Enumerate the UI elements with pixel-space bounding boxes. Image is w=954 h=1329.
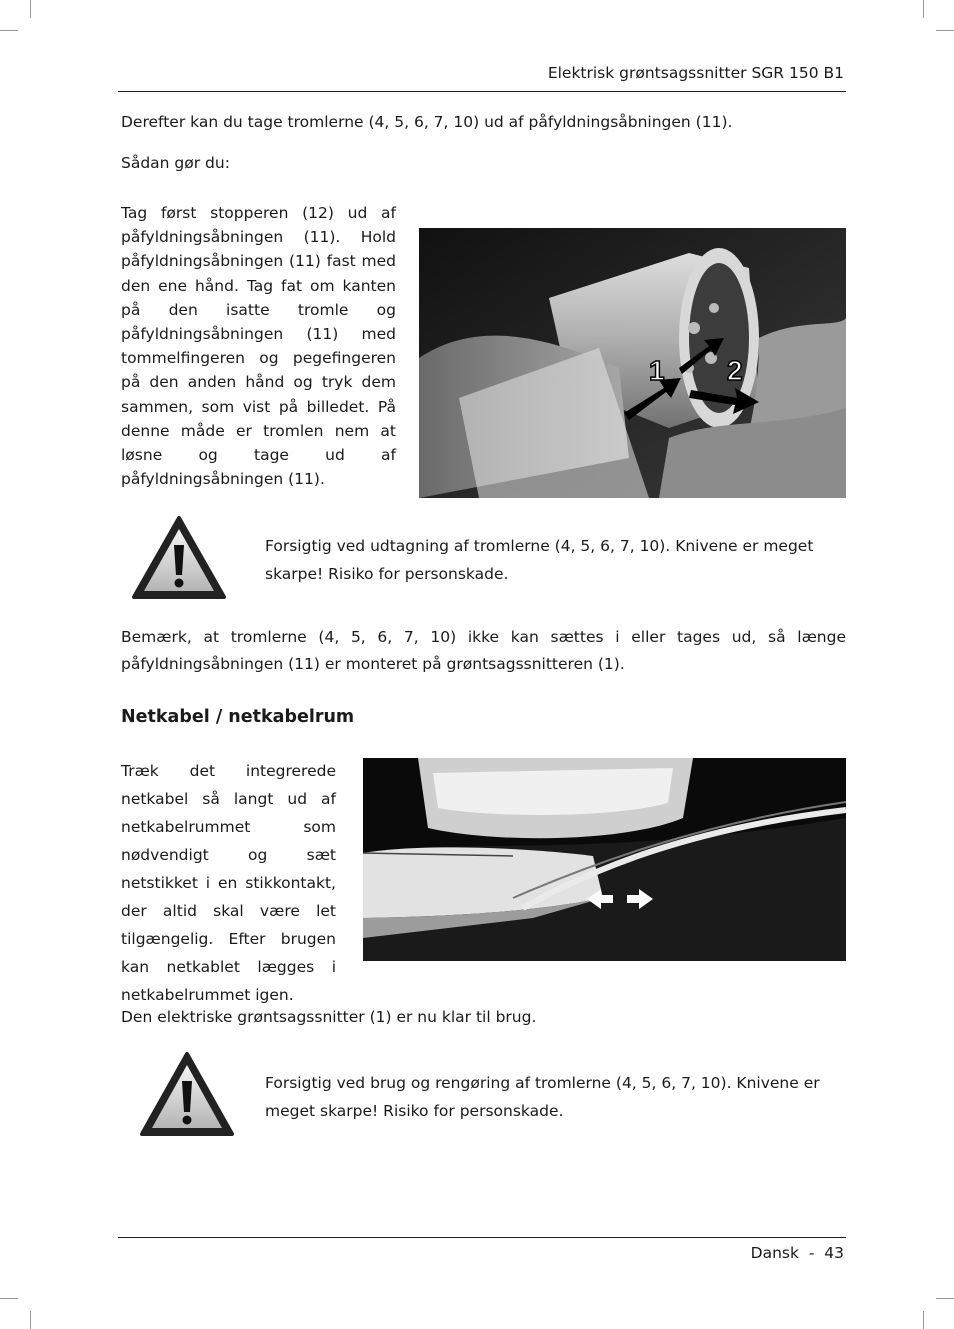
photo-label: 2 (727, 355, 743, 386)
crop-mark (936, 1298, 954, 1299)
header-rule (118, 91, 846, 92)
running-header: Elektrisk grøntsagssnitter SGR 150 B1 (547, 64, 844, 82)
page-number: Dansk - 43 (750, 1244, 844, 1262)
cable-photo (363, 758, 846, 961)
crop-mark (30, 1311, 31, 1329)
section-text: Træk det integrerede netkabel så langt ud af netkabelrummet som nødvendigt og sæt netstikket i en stikkontakt, der altid skal være let tilgængelig. Efter brugen kan netkablet lægges i netkabelrummet igen. (121, 762, 336, 1004)
photo-label: 1 (649, 355, 665, 386)
crop-mark (0, 1298, 18, 1299)
crop-mark (30, 0, 31, 18)
section-heading: Netkabel / netkabelrum (121, 707, 355, 727)
warning-triangle-icon (131, 515, 227, 600)
crop-mark (923, 1311, 924, 1329)
warning-text: Forsigtig ved brug og rengøring af tromlerne (4, 5, 6, 7, 10). Knivene er meget skarpe! Risiko for personskade. (265, 1074, 820, 1120)
crop-mark (0, 30, 18, 31)
crop-mark (923, 0, 924, 18)
footer-rule (118, 1237, 846, 1238)
intro-line: Derefter kan du tage tromlerne (4, 5, 6, 7, 10) ud af påfyldningsåbningen (11). (121, 113, 733, 131)
note-text: Bemærk, at tromlerne (4, 5, 6, 7, 10) ikke kan sættes i eller tages ud, så længe påfyldningsåbningen (11) er monteret på grøntsagssnitteren (1). (121, 628, 846, 673)
warning-text: Forsigtig ved udtagning af tromlerne (4, 5, 6, 7, 10). Knivene er meget skarpe! Risiko for personskade. (265, 537, 814, 583)
ready-text: Den elektriske grøntsagssnitter (1) er nu klar til brug. (121, 1008, 537, 1026)
intro-line: Sådan gør du: (121, 154, 230, 172)
step1-text: Tag først stopperen (12) ud af påfyldningsåbningen (11). Hold påfyldningsåbningen (11) fast med den ene hånd. Tag fat om kanten på den isatte tromle og påfyldningsåbningen (11) med tommelfingeren og pegefingeren på den anden hånd og tryk dem sammen, som vist på billedet. På denne måde er tromlen nem at løsne og tage ud af påfyldningsåbningen (11). (121, 204, 396, 489)
crop-mark (936, 30, 954, 31)
warning-triangle-icon (139, 1051, 235, 1137)
drum-removal-photo (419, 228, 846, 498)
